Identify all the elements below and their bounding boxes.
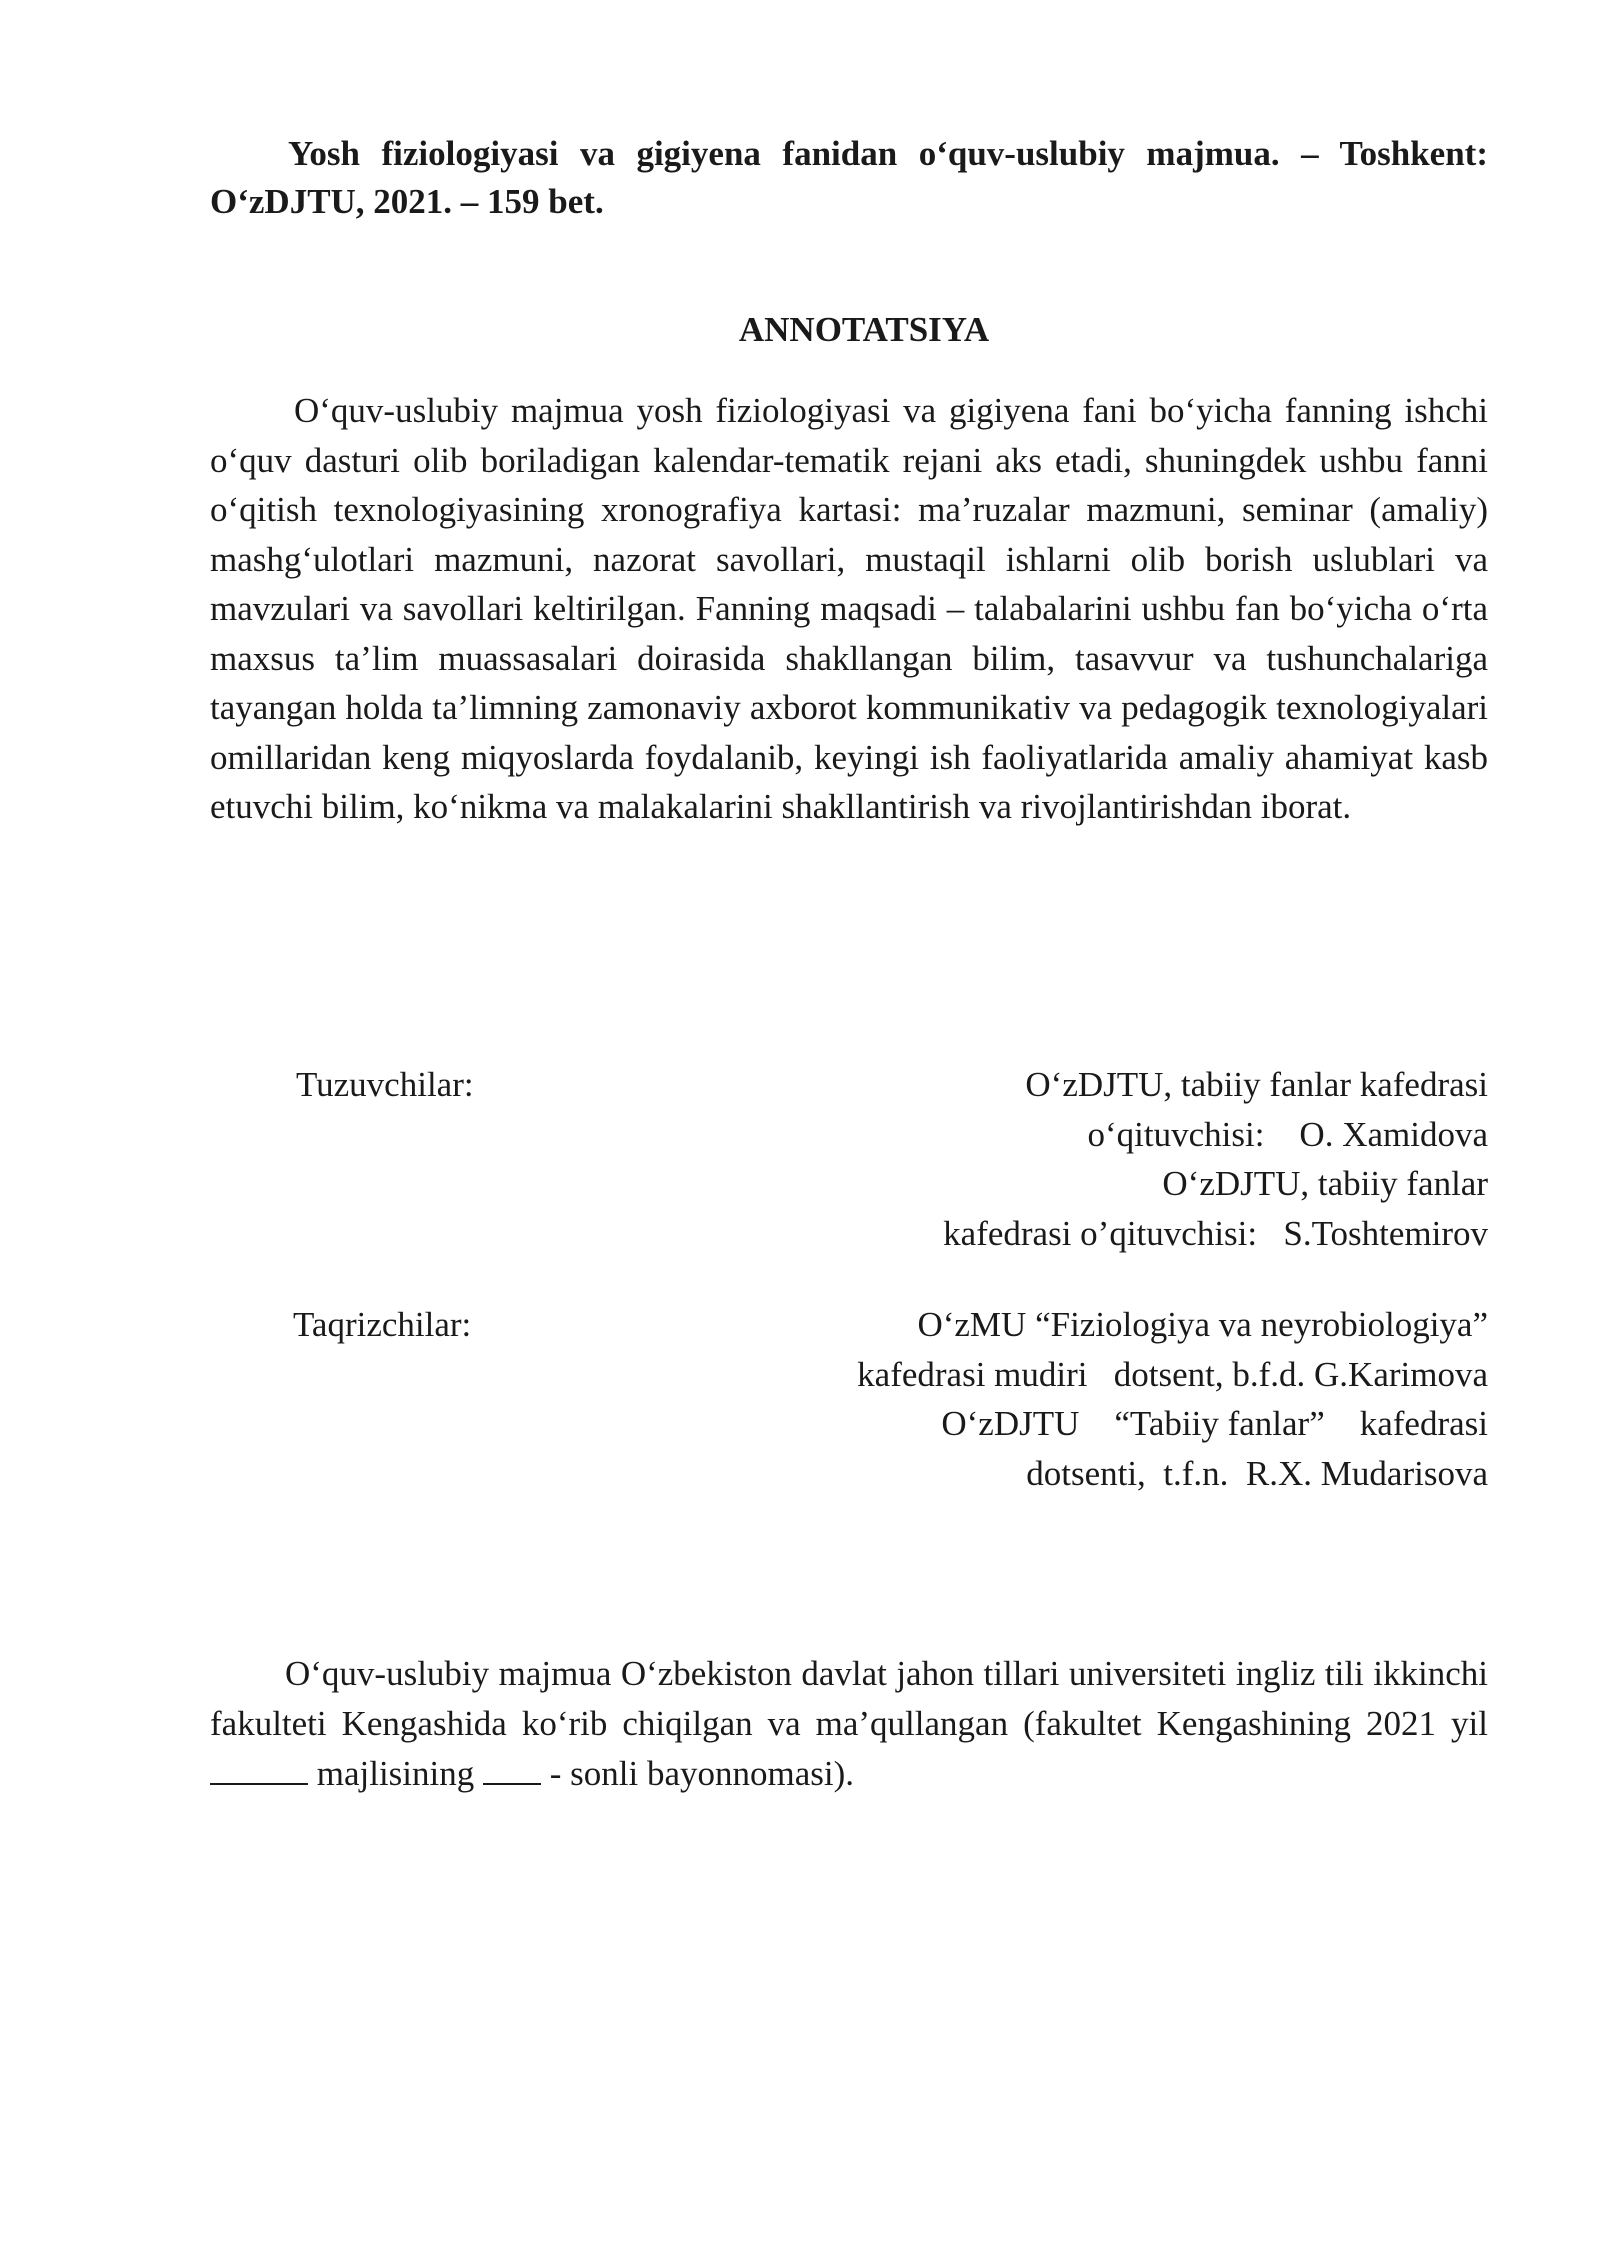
annotation-title: ANNOTATSIYA [738, 310, 990, 349]
citation-text: Yosh fiziologiyasi va gigiyena fanidan o‘quv-uslubiy majmua. – Toshkent: O‘zDJTU, 2021. – 159 bet. [210, 134, 1488, 221]
approval-text [210, 1649, 1488, 1799]
compiler-line: o‘qituvchisi: O. Xamidova [1087, 1114, 1488, 1154]
annotation-text: O‘quv-uslubiy majmua yosh fiziologiyasi va gigiyena fani bo‘yicha fanning ishchi o‘quv dasturi olib boriladigan kalendar-tematik rejani aks etadi, shuningdek ushbu fanni o‘qitish texnologiyasining xronografiya kartasi: ma’ruzalar mazmuni, seminar (amaliy) mashg‘ulotlari mazmuni, nazorat savollari, mustaqil ishlarni olib borish uslublari va mavzulari va savollari keltirilgan. Fanning maqsadi – talabalarini ushbu fan bo‘yicha o‘rta maxsus ta’lim muassasalari doirasida shakllangan bilim, tasavvur va tushunchalariga tayangan holda ta’limning zamonaviy axborot kommunikativ va pedagogik texnologiyalari omillaridan keng miqyoslarda foydalanib, keyingi ish faoliyatlarida amaliy ahamiyat kasb etuvchi bilim, ko‘nikma va malakalarini shakllantirish va rivojlantirishdan iborat. [210, 391, 1488, 826]
protocol-number-blank [483, 1753, 541, 1785]
reviewer-line: dotsenti, t.f.n. R.X. Mudarisova [1026, 1453, 1488, 1493]
approval-text-part1: O‘quv-uslubiy majmua O‘zbekiston davlat jahon tillari universiteti ingliz tili ikkinchi fakulteti Kengashida ko‘rib chiqilgan va ma’qullangan (fakultet Kengashining 2021 yil [210, 1654, 1488, 1743]
approval-text-part3: - sonli bayonnomasi). [541, 1754, 855, 1793]
reviewer-line: O‘zMU “Fiziologiya va neyrobiologiya” [917, 1305, 1488, 1344]
compilers-list [728, 1060, 1488, 1258]
approval-text-part2: majlisining [308, 1754, 483, 1793]
meeting-date-blank [210, 1753, 308, 1785]
compilers-label: Tuzuvchilar: [296, 1065, 474, 1104]
compiler-line: O‘zDJTU, tabiiy fanlar kafedrasi [1025, 1065, 1488, 1104]
reviewers-label: Taqrizchilar: [293, 1305, 472, 1344]
reviewer-line: O‘zDJTU “Tabiiy fanlar” kafedrasi [941, 1404, 1488, 1443]
reviewer-line: kafedrasi mudiri dotsent, b.f.d. G.Karimova [857, 1354, 1488, 1394]
compiler-line: kafedrasi o’qituvchisi: S.Toshtemirov [943, 1213, 1488, 1253]
citation-heading [210, 130, 1488, 226]
compiler-line: O‘zDJTU, tabiiy fanlar [1162, 1164, 1488, 1203]
reviewers-list [728, 1300, 1488, 1498]
